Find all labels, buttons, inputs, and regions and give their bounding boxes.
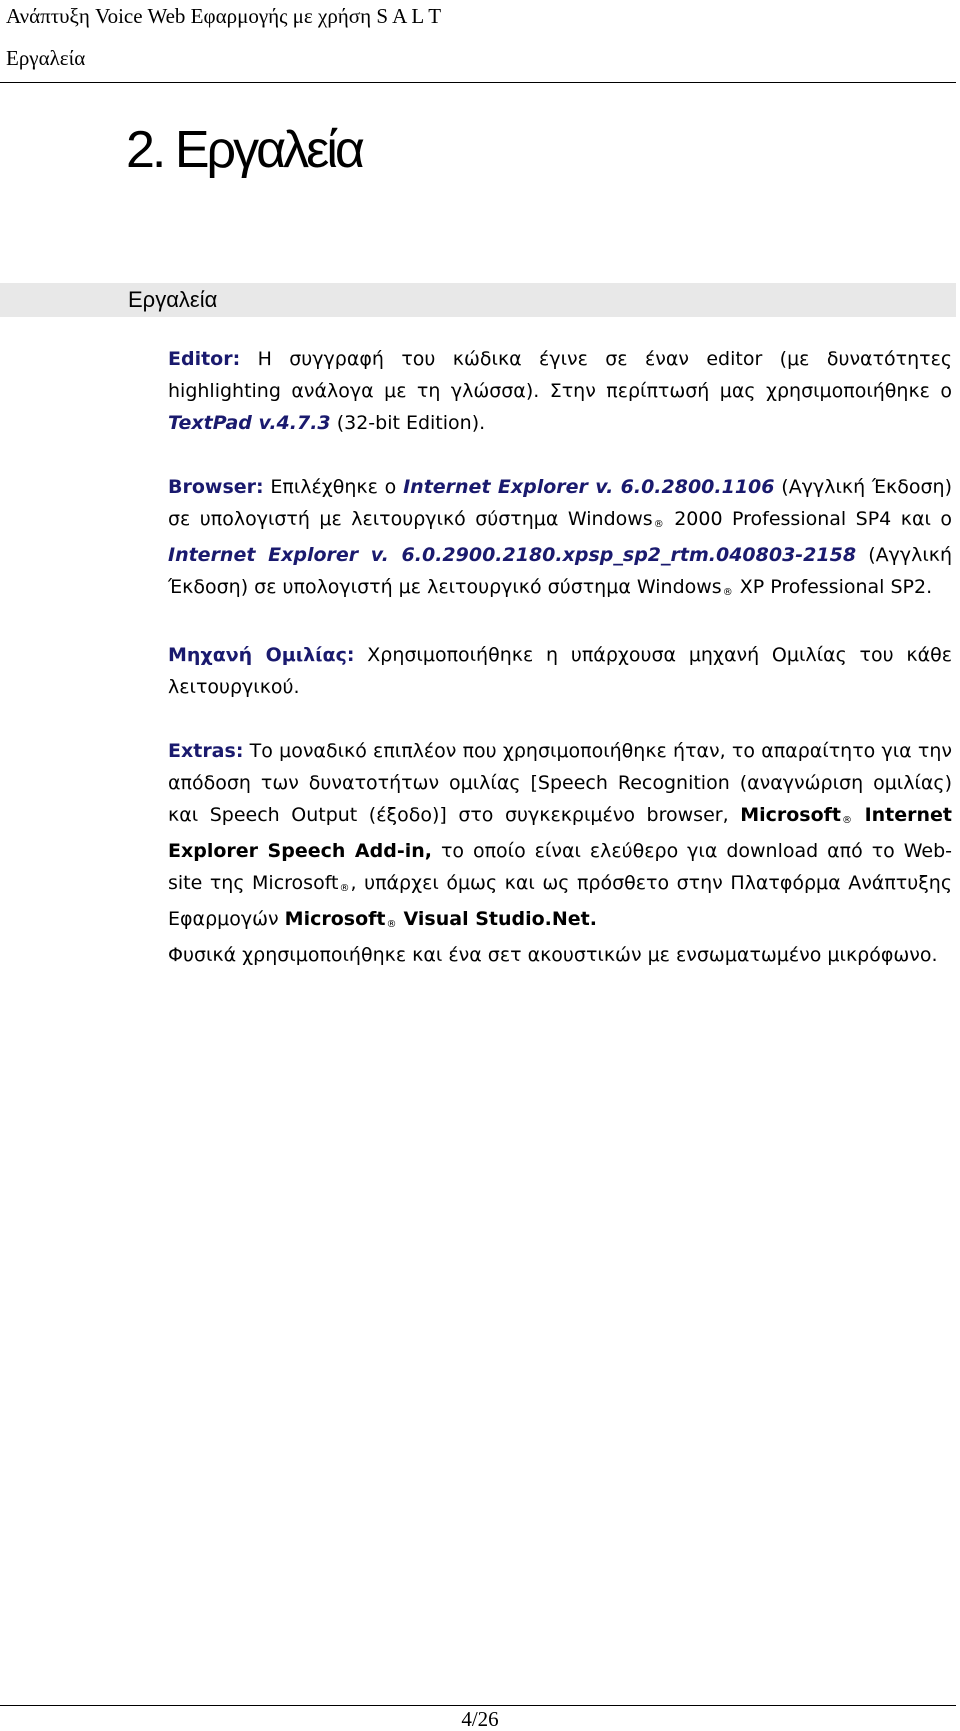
editor-paragraph bbox=[168, 343, 952, 439]
registered-mark: ® bbox=[339, 883, 350, 894]
registered-mark: ® bbox=[653, 519, 664, 530]
section-heading: Εργαλεία bbox=[128, 287, 218, 312]
extras-text-3: , υπάρχει όμως και ως πρόσθετο στην Πλατφόρμα Ανάπτυξης Εφαρμογών bbox=[168, 872, 952, 930]
ie-version-2: Internet Explorer v. 6.0.2900.2180.xpsp_sp2_rtm.040803-2158 bbox=[168, 544, 857, 566]
ie-version-1: Internet Explorer v. 6.0.2800.1106 bbox=[403, 476, 775, 498]
speech-engine-text: Χρησιμοποιήθηκε η υπάρχουσα μηχανή Ομιλίας του κάθε λειτουργικού. bbox=[168, 644, 952, 698]
microsoft-brand: Microsoft bbox=[740, 804, 842, 826]
editor-text: Η συγγραφή του κώδικα έγινε σε έναν editor (με δυνατότητες highlighting ανάλογα με τη γλώσσα). Στην περίπτωσή μας χρησιμοποιήθηκε ο bbox=[168, 348, 952, 402]
browser-text-3: 2000 Professional SP4 και ο bbox=[674, 508, 952, 530]
extras-text-2: το οποίο είναι ελεύθερο για download από το Web-site της Microsoft bbox=[168, 840, 952, 894]
visual-studio-name: Visual Studio.Net. bbox=[403, 908, 597, 930]
chapter-title: 2. Εργαλεία bbox=[126, 121, 362, 179]
browser-text-1: Επιλέχθηκε ο bbox=[270, 476, 397, 498]
document-title: Ανάπτυξη Voice Web Εφαρμογής με χρήση S A L T bbox=[6, 4, 442, 28]
page-number: 4/26 bbox=[461, 1707, 499, 1731]
extras-text-1: Το μοναδικό επιπλέον που χρησιμοποιήθηκε ήταν, το απαραίτητο για την απόδοση των δυνατοτήτων ομιλίας [Speech Recognition (αναγνώριση ομιλίας) και Speech Output (έξοδο)] στο συγκεκριμένο browser, bbox=[168, 740, 952, 826]
editor-label: Editor: bbox=[168, 348, 241, 370]
speech-engine-label: Μηχανή Ομιλίας: bbox=[168, 644, 355, 666]
microsoft-brand: Microsoft bbox=[284, 908, 386, 930]
body-text bbox=[168, 343, 952, 971]
browser-text-4: (Αγγλική Έκδοση) σε υπολογιστή με λειτουργικό σύστημα Windows bbox=[168, 544, 952, 598]
footer-rule bbox=[0, 1705, 956, 1706]
running-section-name: Εργαλεία bbox=[6, 46, 86, 70]
headset-paragraph: Φυσικά χρησιμοποιήθηκε και ένα σετ ακουστικών με ενσωματωμένο μικρόφωνο. bbox=[168, 944, 938, 966]
editor-edition: (32-bit Edition). bbox=[336, 412, 486, 434]
browser-paragraph bbox=[168, 471, 952, 607]
textpad-product: TextPad v.4.7.3 bbox=[168, 412, 331, 434]
browser-text-2: (Αγγλική Έκδοση) σε υπολογιστή με λειτουργικό σύστημα Windows bbox=[168, 476, 952, 530]
registered-mark: ® bbox=[386, 919, 397, 930]
browser-label: Browser: bbox=[168, 476, 264, 498]
extras-paragraph bbox=[168, 735, 952, 939]
registered-mark: ® bbox=[842, 815, 853, 826]
registered-mark: ® bbox=[722, 587, 733, 598]
speech-addin-name: Internet Explorer Speech Add-in, bbox=[168, 804, 953, 862]
extras-label: Extras: bbox=[168, 740, 244, 762]
browser-text-5: XP Professional SP2. bbox=[739, 576, 933, 598]
running-header bbox=[6, 2, 956, 72]
speech-engine-paragraph bbox=[168, 639, 952, 703]
header-rule bbox=[0, 82, 956, 83]
